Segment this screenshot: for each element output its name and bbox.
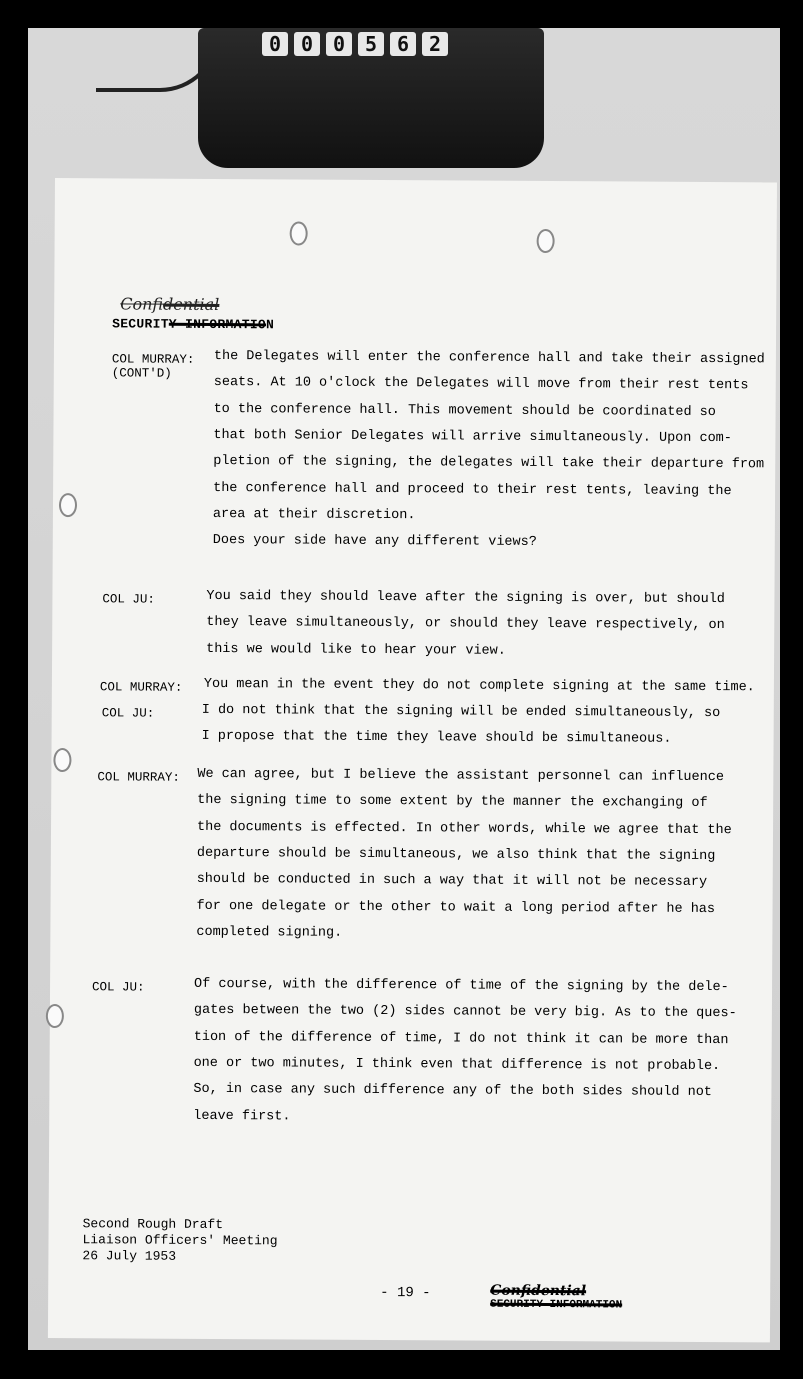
- transcript-line: the documents is effected. In other words, while we agree that the: [196, 819, 732, 838]
- frame-counter: [262, 32, 448, 56]
- transcript-line: the signing time to some extent by the manner the exchanging of: [197, 793, 708, 812]
- transcript-line: they leave simultaneously, or should they leave respectively, on: [206, 615, 725, 634]
- speaker-label: COL JU:: [102, 592, 155, 607]
- transcript-line: tion of the difference of time, I do not think it can be more than: [193, 1029, 729, 1048]
- transcript-line: should be conducted in such a way that it will not be necessary: [196, 872, 708, 891]
- transcript-line: this we would like to hear your view.: [206, 641, 506, 659]
- speaker-label: COL MURRAY:: [97, 770, 180, 785]
- transcript-line: that both Senior Delegates will arrive simultaneously. Upon com-: [213, 427, 732, 447]
- punch-hole: [53, 748, 71, 772]
- transcript-line: to the conference hall. This movement should be coordinated so: [213, 401, 716, 420]
- page-number: - 19 -: [380, 1285, 431, 1302]
- transcript-line: Of course, with the difference of time of the signing by the dele-: [194, 976, 729, 996]
- speaker-label: COL MURRAY: (CONT'D): [111, 352, 195, 381]
- classification-stamp: Confidential SECURITY INFORMATION: [490, 1282, 623, 1312]
- draft-label: Second Rough Draft: [82, 1216, 224, 1233]
- transcript-line: the conference hall and proceed to their rest tents, leaving the: [213, 480, 732, 499]
- transcript-line: pletion of the signing, the delegates will take their departure from: [213, 454, 765, 473]
- meeting-label: Liaison Officers' Meeting: [82, 1232, 278, 1249]
- transcript-line: I propose that the time they leave should be simultaneous.: [201, 729, 672, 748]
- transcript-line: completed signing.: [196, 924, 343, 941]
- transcript-line: Does your side have any different views?: [212, 533, 537, 551]
- transcript-line: leave first.: [193, 1108, 291, 1124]
- handwritten-classification: Confidential: [120, 294, 220, 315]
- punch-hole: [290, 221, 308, 245]
- transcript-line: You said they should leave after the signing is over, but should: [206, 588, 725, 608]
- counter-digit: 6: [390, 32, 416, 56]
- transcript-line: You mean in the event they do not complete signing at the same time.: [203, 676, 755, 696]
- transcript-line: I do not think that the signing will be ended simultaneously, so: [201, 702, 721, 722]
- punch-hole: [537, 229, 555, 253]
- security-classification: SECURITY INFORMATION: [112, 316, 275, 333]
- punch-hole: [59, 493, 77, 517]
- counter-digit: 5: [358, 32, 384, 56]
- speaker-label: COL JU:: [101, 706, 155, 721]
- transcript-line: So, in case any such difference any of the both sides should not: [193, 1082, 712, 1101]
- speaker-label: COL MURRAY:: [99, 680, 183, 695]
- date-label: 26 July 1953: [82, 1248, 177, 1264]
- transcript-line: for one delegate or the other to wait a long period after he has: [196, 898, 716, 917]
- counter-digit: 0: [326, 32, 352, 56]
- transcript-line: seats. At 10 o'clock the Delegates will move from their rest tents: [213, 375, 749, 394]
- punch-hole: [46, 1004, 64, 1028]
- counter-digit: 0: [262, 32, 288, 56]
- transcript-line: We can agree, but I believe the assistant personnel can influence: [197, 766, 724, 786]
- counter-digit: 2: [422, 32, 448, 56]
- draft-footer: [82, 1216, 277, 1265]
- document-page: [48, 178, 777, 1342]
- speaker-label: COL JU:: [92, 980, 145, 995]
- transcript-line: area at their discretion.: [212, 506, 416, 524]
- transcript-line: the Delegates will enter the conference hall and take their assigned: [213, 348, 765, 368]
- transcript-line: departure should be simultaneous, we also think that the signing: [196, 845, 716, 864]
- transcript-line: one or two minutes, I think even that difference is not probable.: [193, 1055, 721, 1074]
- transcript-line: gates between the two (2) sides cannot be very big. As to the ques-: [193, 1003, 737, 1022]
- counter-digit: 0: [294, 32, 320, 56]
